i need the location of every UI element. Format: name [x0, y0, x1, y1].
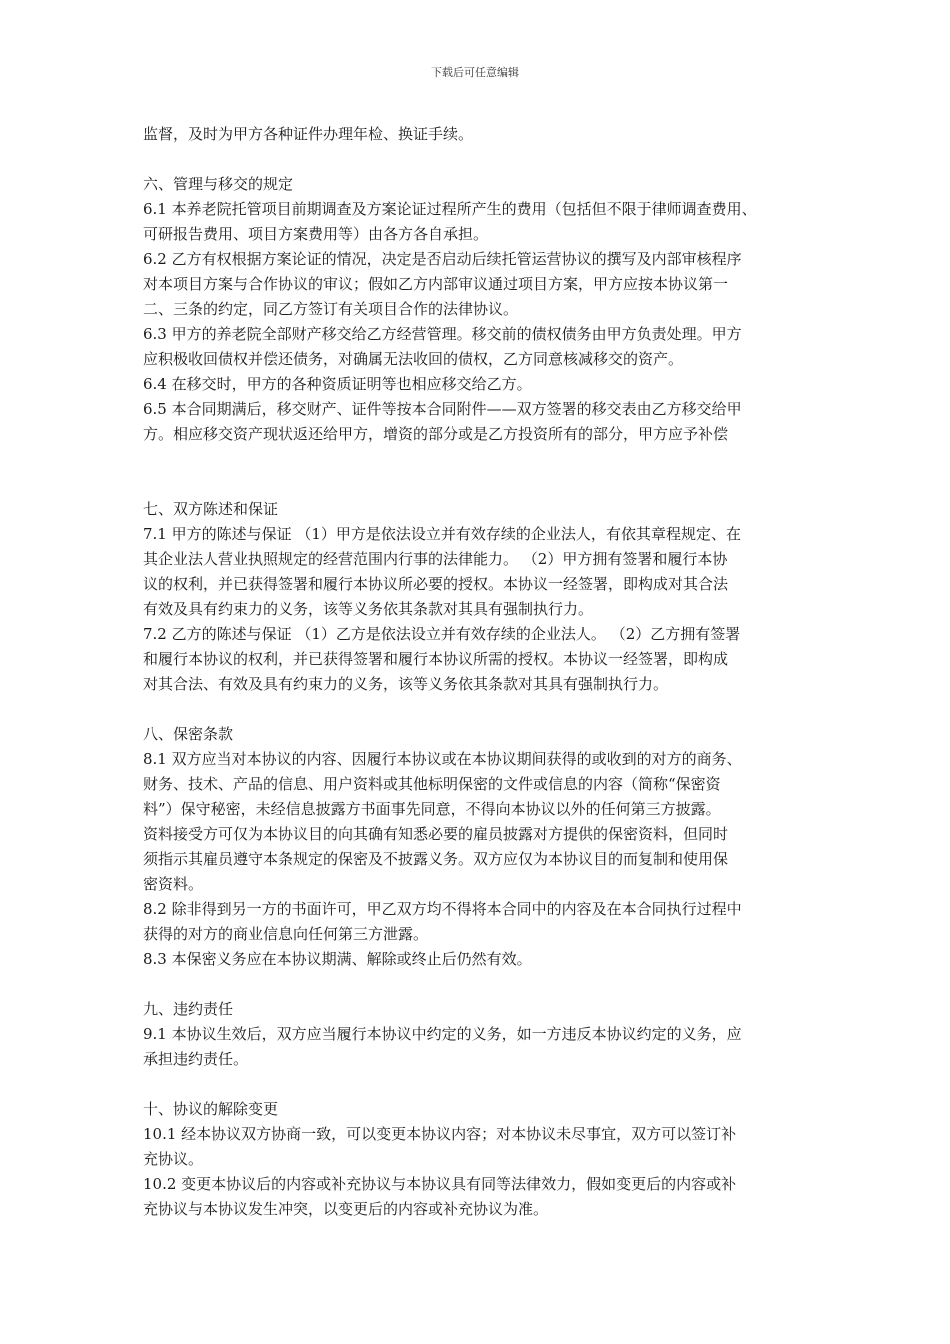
text-line: 议的权利，并已获得签署和履行本协议所必要的授权。本协议一经签署，即构成对其合法: [143, 575, 729, 593]
text-line: 可研报告费用、项目方案费用等）由各方各自承担。: [143, 225, 489, 243]
text-line: 监督，及时为甲方各种证件办理年检、换证手续。: [143, 125, 474, 143]
text-line: 6.4 在移交时，甲方的各种资质证明等也相应移交给乙方。: [143, 375, 532, 393]
text-line: 对其合法、有效及具有约束力的义务，该等义务依其条款对其具有强制执行力。: [143, 675, 669, 693]
paragraph-gap: [143, 147, 823, 172]
text-line: 获得的对方的商业信息向任何第三方泄露。: [143, 925, 429, 943]
text-line: 8.1 双方应当对本协议的内容、因履行本协议或在本协议期间获得的或收到的对方的商务、: [143, 750, 742, 768]
text-line: 和履行本协议的权利，并已获得签署和履行本协议所需的授权。本协议一经签署，即构成: [143, 650, 729, 668]
text-line: 8.3 本保密义务应在本协议期满、解除或终止后仍然有效。: [143, 950, 532, 968]
text-line: 二、三条的约定，同乙方签订有关项目合作的法律协议。: [143, 300, 519, 318]
paragraph-gap: [143, 1072, 823, 1097]
text-line: 6.3 甲方的养老院全部财产移交给乙方经营管理。移交前的债权债务由甲方负责处理。甲方: [143, 325, 742, 343]
text-line: 6.1 本养老院托管项目前期调查及方案论证过程所产生的费用（包括但不限于律师调查费用、: [143, 200, 757, 218]
text-line: 7.2 乙方的陈述与保证 （1）乙方是依法设立并有效存续的企业法人。 （2）乙方拥有签署: [143, 625, 741, 643]
text-line: 7.1 甲方的陈述与保证 （1）甲方是依法设立并有效存续的企业法人，有依其章程规定、在: [143, 525, 741, 543]
text-line: 9.1 本协议生效后，双方应当履行本协议中约定的义务，如一方违反本协议约定的义务，应: [143, 1025, 742, 1043]
paragraph-gap: [143, 972, 823, 997]
text-line: 6.2 乙方有权根据方案论证的情况，决定是否启动后续托管运营协议的撰写及内部审核程序: [143, 250, 742, 268]
paragraph-gap: [143, 447, 823, 497]
page-header-note: 下载后可任意编辑: [431, 66, 519, 79]
text-line: 财务、技术、产品的信息、用户资料或其他标明保密的文件或信息的内容（简称“保密资: [143, 775, 721, 793]
document-body: [143, 122, 823, 1222]
text-line: 对本项目方案与合作协议的审议；假如乙方内部审议通过项目方案，甲方应按本协议第一: [143, 275, 729, 293]
text-line: 6.5 本合同期满后，移交财产、证件等按本合同附件——双方签署的移交表由乙方移交给甲: [143, 400, 742, 418]
text-line: 承担违约责任。: [143, 1050, 249, 1068]
text-line: 其企业法人营业执照规定的经营范围内行事的法律能力。 （2）甲方拥有签署和履行本协: [143, 550, 728, 568]
text-line: 有效及具有约束力的义务，该等义务依其条款对其具有强制执行力。: [143, 600, 594, 618]
section-heading: 七、双方陈述和保证: [143, 500, 279, 518]
text-line: 充协议与本协议发生冲突，以变更后的内容或补充协议为准。: [143, 1200, 549, 1218]
text-line: 方。相应移交资产现状返还给甲方，增资的部分或是乙方投资所有的部分，甲方应予补偿: [143, 425, 729, 443]
text-line: 应积极收回债权并偿还债务，对确属无法收回的债权，乙方同意核减移交的资产。: [143, 350, 684, 368]
text-line: 8.2 除非得到另一方的书面许可，甲乙双方均不得将本合同中的内容及在本合同执行过程中: [143, 900, 742, 918]
text-line: 10.1 经本协议双方协商一致，可以变更本协议内容；对本协议未尽事宜，双方可以签订补: [143, 1125, 737, 1143]
text-line: 料”）保守秘密，未经信息披露方书面事先同意，不得向本协议以外的任何第三方披露。: [143, 800, 721, 818]
section-heading: 八、保密条款: [143, 725, 234, 743]
text-line: 密资料。: [143, 875, 204, 893]
section-heading: 六、管理与移交的规定: [143, 175, 294, 193]
text-line: 10.2 变更本协议后的内容或补充协议与本协议具有同等法律效力，假如变更后的内容或补: [143, 1175, 737, 1193]
paragraph-gap: [143, 697, 823, 722]
section-heading: 十、协议的解除变更: [143, 1100, 279, 1118]
text-line: 须指示其雇员遵守本条规定的保密及不披露义务。双方应仅为本协议目的而复制和使用保: [143, 850, 729, 868]
section-heading: 九、违约责任: [143, 1000, 234, 1018]
text-line: 资料接受方可仅为本协议目的向其确有知悉必要的雇员披露对方提供的保密资料，但同时: [143, 825, 729, 843]
text-line: 充协议。: [143, 1150, 204, 1168]
